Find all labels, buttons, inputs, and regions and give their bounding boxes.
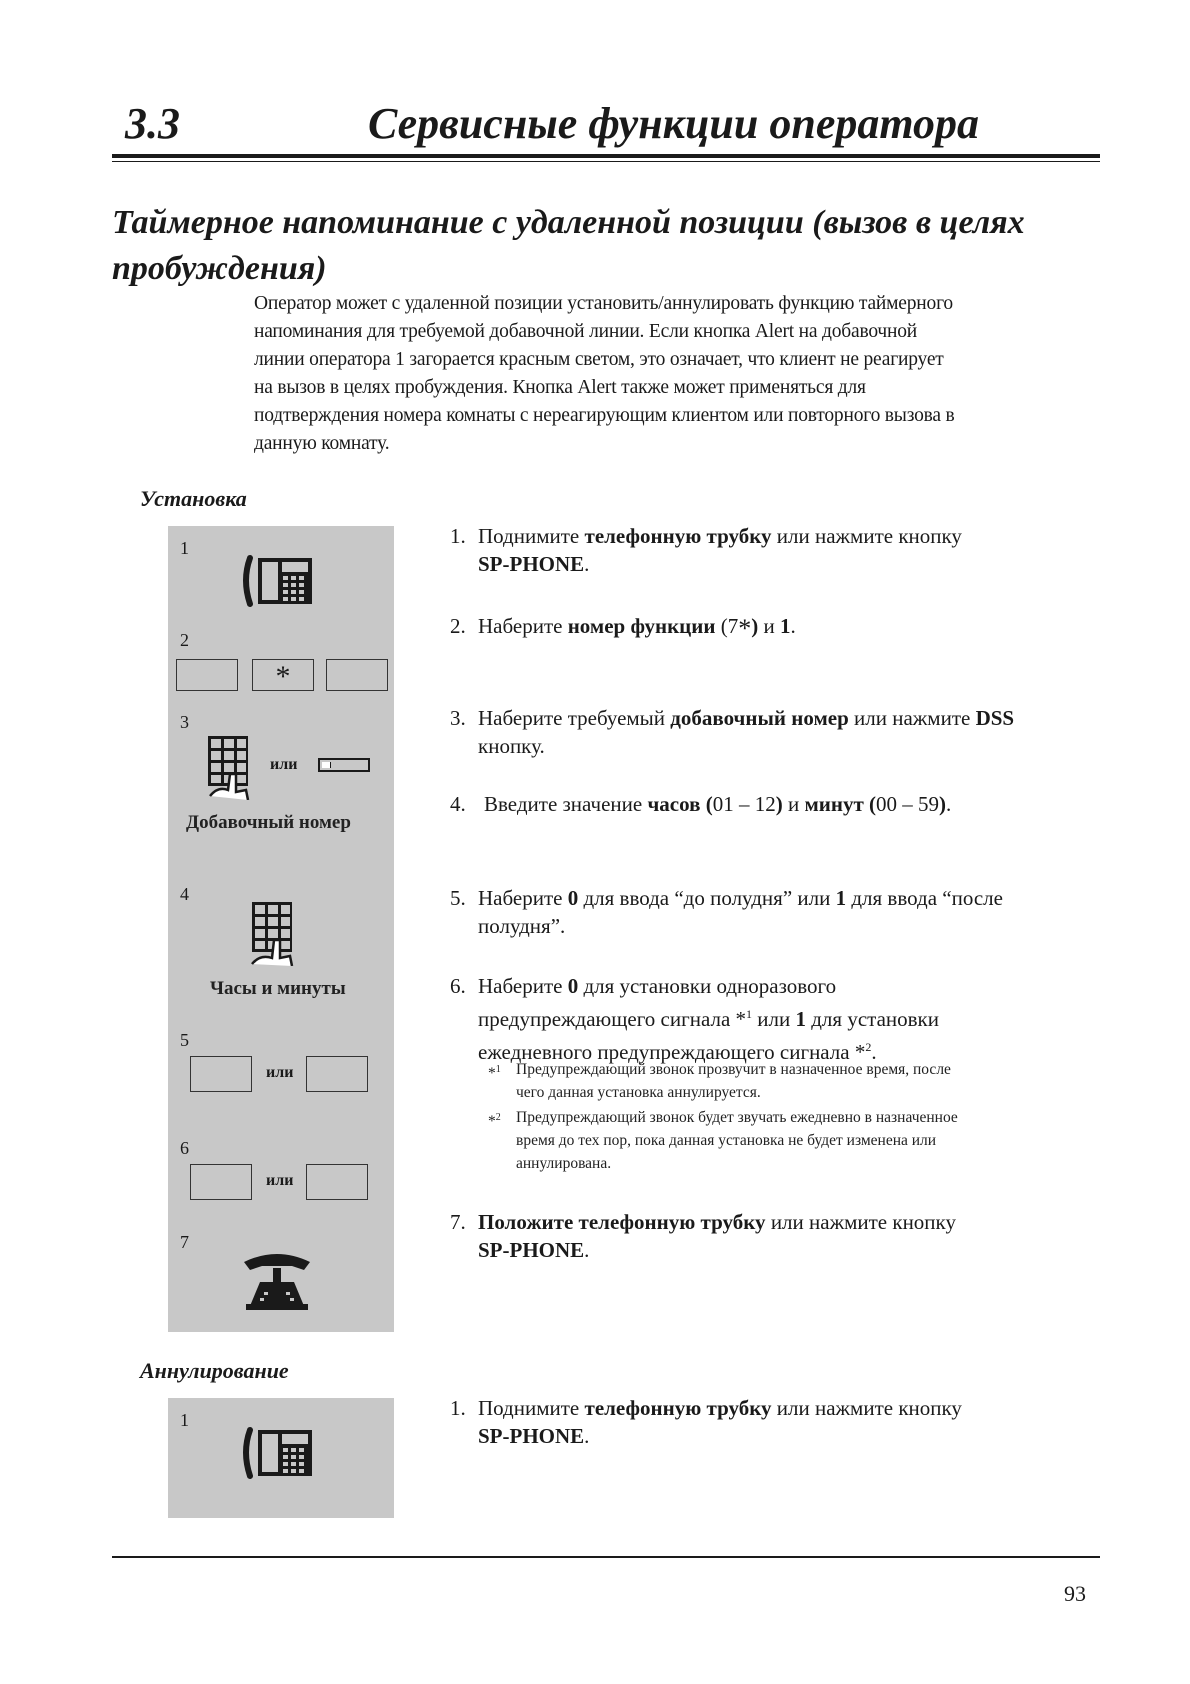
step-text (478, 612, 1078, 643)
cancel-step-1 (450, 1394, 1090, 1454)
step-text (478, 1394, 1078, 1450)
extension-number-label: Добавочный номер (186, 812, 351, 833)
step-text-part: . (584, 1424, 590, 1448)
or-label: или (270, 756, 298, 773)
step-text-part: 01 – 12 (712, 792, 776, 816)
footnote-asterisk: * (488, 1065, 496, 1083)
setup-step-2 (450, 612, 1090, 644)
panel-step-number: 5 (180, 1030, 189, 1050)
intro-paragraph (254, 290, 1094, 458)
step-number: 7. (450, 1210, 466, 1234)
step-text (478, 972, 1078, 1066)
step-text-part: или (752, 1007, 796, 1031)
setup-heading: Установка (140, 486, 247, 511)
page-number: 93 (1064, 1581, 1086, 1606)
footnote-mark (488, 1058, 501, 1085)
page-subtitle: Таймерное напоминание с удаленной позиции (вызов в целях пробуждения) (112, 204, 1025, 287)
step-text-part: (7 (715, 614, 739, 638)
step-text-bold: телефонную трубку (584, 1396, 772, 1420)
step-text-bold: минут ( (804, 792, 877, 816)
intro-line: Оператор может с удаленной позиции установить/аннулировать функцию таймерного (254, 293, 953, 314)
step-text-part: предупреждающего сигнала * (478, 1007, 747, 1031)
step-text-part: или нажмите кнопку (765, 1210, 956, 1234)
step-text-part: Введите значение (484, 792, 648, 816)
setup-step-4 (450, 790, 1090, 822)
footnote-line: Предупреждающий звонок будет звучать ежедневно в назначенное (516, 1109, 958, 1126)
panel-step-number: 7 (180, 1232, 189, 1252)
panel-step-number: 6 (180, 1138, 189, 1158)
section-title: Сервисные функции оператора (368, 99, 979, 148)
step-number: 3. (450, 706, 466, 730)
footnote-index: 1 (495, 1064, 501, 1075)
step-text-bold: номер функции (567, 614, 716, 638)
step-text-part: и (782, 792, 805, 816)
step-text-part: Наберите требуемый (478, 706, 671, 730)
step-text-part: или нажмите кнопку (771, 1396, 962, 1420)
panel-step-number: 3 (180, 712, 189, 732)
intro-line: на вызов в целях пробуждения. Кнопка Alert также может применяться для (254, 377, 866, 398)
step-text-bold: Положите телефонную трубку (478, 1210, 766, 1234)
step-text-part: полудня”. (478, 914, 566, 938)
dial-key-box (176, 659, 238, 691)
cancel-procedure-panel (168, 1398, 394, 1518)
step-text-part: 00 – 59 (876, 792, 940, 816)
footer-rule (112, 1556, 1100, 1558)
footnote-text (516, 1106, 1056, 1175)
hours-minutes-label: Часы и минуты (210, 978, 346, 999)
step-text-bold: ) (939, 792, 947, 816)
step-text-part: . (584, 1238, 590, 1262)
intro-line: подтверждения номера комнаты с нереагирующим клиентом или повторного вызова в (254, 405, 955, 426)
step-text-part: для установки (806, 1007, 939, 1031)
step-text (484, 790, 1084, 818)
step-number: 2. (450, 614, 466, 638)
step-text-bold: телефонную трубку (584, 524, 772, 548)
step-text-part: для ввода “после (846, 886, 1003, 910)
or-label: или (266, 1064, 294, 1081)
step-text-bold: 1 (779, 614, 791, 638)
step-text-bold: SP-PHONE (478, 552, 585, 576)
step-text-part: и (758, 614, 780, 638)
step-text (478, 884, 1078, 940)
setup-step-7 (450, 1208, 1090, 1268)
footnote-2 (488, 1106, 1088, 1176)
step-text-part: ежедневного предупреждающего сигнала * (478, 1040, 866, 1064)
step-number: 6. (450, 974, 466, 998)
star-symbol: * (738, 614, 752, 643)
step-text-bold: SP-PHONE (478, 1424, 585, 1448)
panel-step-number: 4 (180, 884, 189, 904)
step-text-part: или нажмите (848, 706, 976, 730)
footnote-1 (488, 1058, 1088, 1104)
footnote-asterisk: * (488, 1113, 496, 1131)
header-rule-thin (112, 161, 1100, 162)
off-hook-phone-icon (240, 1424, 318, 1482)
step-text-part: для установки одноразового (578, 974, 837, 998)
intro-line: данную комнату. (254, 433, 390, 454)
step-text-bold: добавочный номер (670, 706, 849, 730)
step-text-bold: DSS (975, 706, 1015, 730)
panel-step-number: 1 (180, 538, 189, 558)
cancel-heading: Аннулирование (140, 1358, 289, 1383)
dial-key-box (190, 1056, 252, 1092)
step-text-bold: ) (775, 792, 783, 816)
dial-key-box (306, 1164, 368, 1200)
step-text-part: Поднимите (478, 524, 585, 548)
footnote-line: время до тех пор, пока данная установка не будет изменена или (516, 1132, 937, 1149)
intro-line: линии оператора 1 загорается красным светом, это означает, что клиент не реагирует (254, 349, 944, 370)
panel-step-number: 1 (180, 1410, 189, 1430)
step-text-bold: часов ( (647, 792, 713, 816)
dial-key-box (190, 1164, 252, 1200)
keypad-icon (206, 734, 256, 800)
step-number: 1. (450, 524, 466, 548)
footnote-line: чего данная установка аннулируется. (516, 1084, 761, 1101)
step-text-part: для ввода “до полудня” или (578, 886, 836, 910)
step-text (478, 1208, 1078, 1264)
step-text (478, 522, 1078, 578)
keypad-icon (250, 900, 300, 966)
footnote-line: аннулирована. (516, 1155, 612, 1172)
intro-line: напоминания для требуемой добавочной линии. Если кнопка Alert на добавочной (254, 321, 918, 342)
footnote-index: 2 (495, 1112, 501, 1123)
footnote-ref: 2 (865, 1040, 872, 1054)
footnote-line: Предупреждающий звонок прозвучит в назначенное время, после (516, 1061, 951, 1078)
footnote-text (516, 1058, 1056, 1104)
step-text-bold: ) (751, 614, 759, 638)
step-number: 5. (450, 886, 466, 910)
dial-key-box (306, 1056, 368, 1092)
setup-step-1 (450, 522, 1090, 582)
setup-step-5 (450, 884, 1090, 944)
step-text-bold: 1 (795, 1007, 806, 1031)
step-number: 4. (450, 792, 466, 816)
off-hook-phone-icon (240, 552, 318, 610)
step-text-part: Наберите (478, 886, 568, 910)
panel-step-number: 2 (180, 630, 189, 650)
setup-step-6 (450, 972, 1090, 1064)
step-text-bold: 0 (567, 974, 579, 998)
step-text-part: Наберите (478, 614, 568, 638)
step-text-part: Наберите (478, 974, 568, 998)
footnote-mark (488, 1106, 501, 1133)
step-text (478, 704, 1078, 760)
step-text-bold: 1 (835, 886, 847, 910)
step-text-part: . (790, 614, 796, 638)
header-rule-thick (112, 154, 1100, 158)
setup-procedure-panel (168, 526, 394, 1332)
footnote-ref: 1 (746, 1007, 753, 1021)
or-label: или (266, 1172, 294, 1189)
step-number: 1. (450, 1396, 466, 1420)
on-hook-phone-icon (240, 1248, 314, 1312)
step-text-part: . (584, 552, 590, 576)
step-text-bold: SP-PHONE (478, 1238, 585, 1262)
dial-key-box (326, 659, 388, 691)
section-number: 3.3 (125, 99, 180, 148)
step-text-bold: 0 (567, 886, 579, 910)
step-text-part: . (871, 1040, 877, 1064)
setup-step-3 (450, 704, 1090, 764)
step-text-part: . (946, 792, 952, 816)
step-text-part: кнопку. (478, 734, 545, 758)
dss-button-icon (318, 758, 370, 772)
star-key: * (252, 659, 314, 691)
step-text-part: или нажмите кнопку (771, 524, 962, 548)
step-text-part: Поднимите (478, 1396, 585, 1420)
